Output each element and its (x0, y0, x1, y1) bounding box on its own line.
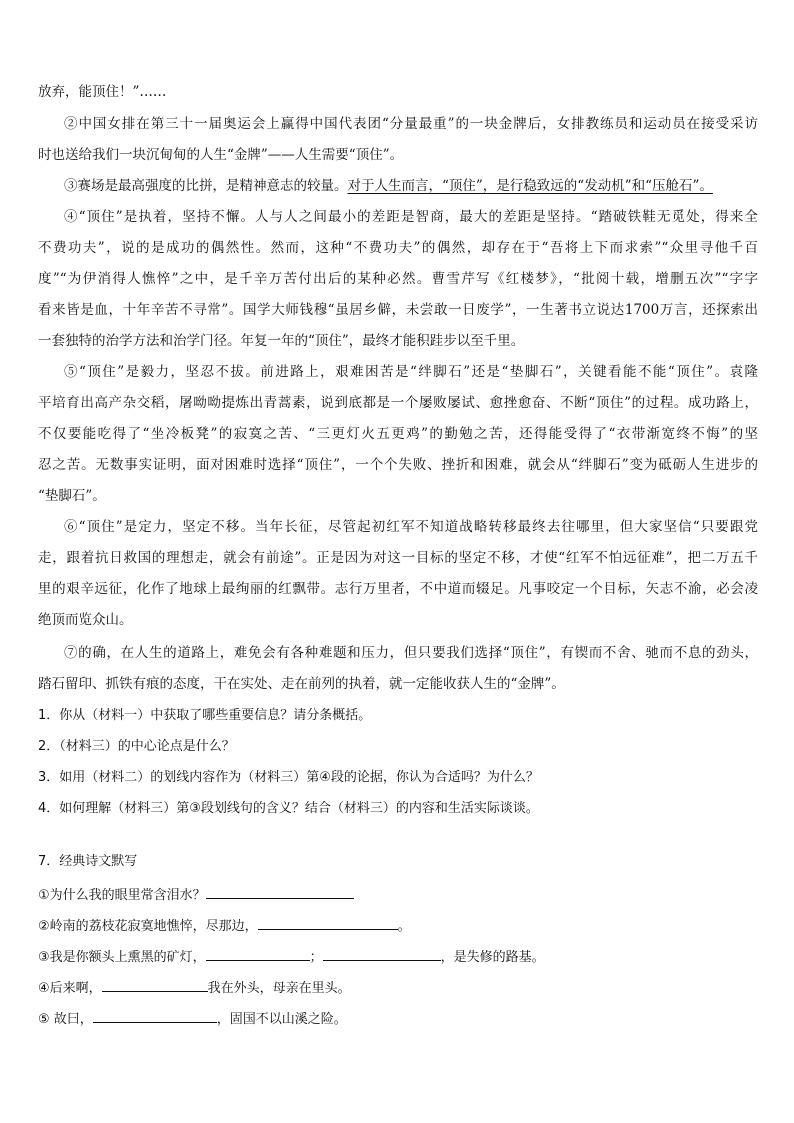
para-6-line-1: ⑥“顶住”是定力，坚定不移。当年长征，尽管起初红军不知道战略转移最终去往哪里，但大家坚信“只要跟党 (64, 519, 758, 535)
para-3 (64, 177, 784, 195)
recitation-4-prompt: ④后来啊， (38, 981, 102, 996)
recitation-5-prompt: ⑤ 故曰， (38, 1012, 93, 1027)
recitation-3-prompt: ③我是你额头上熏黑的矿灯， (38, 950, 206, 965)
recitation-1 (38, 884, 758, 905)
answer-blank-1[interactable] (206, 884, 354, 899)
para-4-line-3: 度”“为伊消得人憔悴”之中，是千辛万苦付出后的某种必然。曹雪芹写《红楼梦》，“批阅十载，增删五次”“字字 (38, 271, 758, 287)
para-4-line-2: 不费功夫”，说的是成功的偶然性。然而，这种“不费功夫”的偶然，却存在于“吾将上下而求索”“众里寻他千百 (38, 240, 758, 256)
para-4-line-1: ④“顶住”是执着，坚持不懈。人与人之间最小的差距是智商，最大的差距是坚持。“踏破铁鞋无觅处，得来全 (64, 209, 758, 225)
para-6-line-3: 里的艰辛远征，化作了地球上最绚丽的红飘带。志行万里者，不中道而辍足。凡事咬定一个目标，矢志不渝，必会凌 (38, 581, 758, 597)
question-2: 2．（材料三）的中心论点是什么？ (38, 739, 235, 754)
recitation-3-mid: ； (309, 950, 323, 965)
para-5-line-5: “垫脚石”。 (38, 488, 106, 504)
answer-blank-5[interactable] (93, 1008, 217, 1023)
recitation-4 (38, 977, 758, 998)
question-3: 3．如用（材料二）的划线内容作为（材料三）第④段的论据，你认为合适吗？为什么？ (38, 770, 539, 785)
para-5-line-4: 忍之苦。无数事实证明，面对困难时选择“顶住”，一个个失败、挫折和困难，就会从“绊脚石”变为砥砺人生进步的 (38, 457, 758, 473)
section-7-title: 7．经典诗文默写 (38, 854, 138, 869)
para-6-line-2: 走，跟着抗日救国的理想走，就会有前途”。正是因为对这一目标的坚定不移，才使“红军不怕远征难”，把二万五千 (38, 550, 758, 566)
para-3-text: ③赛场是最高强度的比拼，是精神意志的较量。 (64, 178, 348, 194)
recitation-2 (38, 915, 758, 936)
para-4-line-4: 看来皆是血，十年辛苦不寻常”。国学大师钱穆“虽居乡僻，未尝敢一日废学”，一生著书立说达1700万言，还探索出 (38, 302, 758, 318)
recitation-5 (38, 1008, 758, 1029)
recitation-2-end: 。 (397, 919, 411, 934)
answer-blank-3a[interactable] (206, 946, 310, 961)
para-4-line-5: 一套独特的治学方法和治学门径。年复一年的“顶住”，最终才能积跬步以至千里。 (38, 333, 525, 349)
answer-blank-2[interactable] (258, 915, 398, 930)
recitation-2-prompt: ②岭南的荔枝花寂寞地憔悴，尽那边， (38, 919, 258, 934)
question-4: 4．如何理解（材料三）第③段划线句的含义？结合（材料三）的内容和生活实际谈谈。 (38, 801, 539, 816)
recitation-1-prompt: ①为什么我的眼里常含泪水？ (38, 888, 206, 903)
para-3-underlined-sentence: 对于人生而言，“顶住”，是行稳致远的“发动机”和“压舱石”。 (347, 178, 713, 194)
para-2-line-2: 时也送给我们一块沉甸甸的人生“金牌”——人生需要“顶住”。 (38, 147, 404, 163)
recitation-4-end: 我在外头，母亲在里头。 (207, 981, 351, 996)
recitation-5-end: ，固国不以山溪之险。 (216, 1012, 347, 1027)
para-5-line-1: ⑤“顶住”是毅力，坚忍不拔。前进路上，艰难困苦是“绊脚石”还是“垫脚石”，关键看能不能“顶住”。袁隆 (64, 364, 758, 380)
para-1-end: 放弃，能顶住！”…… (38, 84, 167, 100)
answer-blank-3b[interactable] (323, 946, 441, 961)
recitation-3-end: ，是失修的路基。 (440, 950, 545, 965)
recitation-3 (38, 946, 758, 967)
para-7-line-2: 踏石留印、抓铁有痕的态度，干在实处、走在前列的执着，就一定能收获人生的“金牌”。 (38, 676, 565, 692)
para-2-line-1: ②中国女排在第三十一届奥运会上赢得中国代表团“分量最重”的一块金牌后，女排教练员和运动员在接受采访 (64, 116, 758, 132)
para-5-line-3: 不仅要能吃得了“坐冷板凳”的寂寞之苦、“三更灯火五更鸡”的勤勉之苦，还得能受得了“衣带渐宽终不悔”的坚 (38, 426, 758, 442)
question-1: 1．你从（材料一）中获取了哪些重要信息？请分条概括。 (38, 708, 372, 723)
answer-blank-4[interactable] (102, 977, 208, 992)
para-7-line-1: ⑦的确，在人生的道路上，难免会有各种难题和压力，但只要我们选择“顶住”，有锲而不舍、驰而不息的劲头， (64, 645, 758, 661)
para-6-line-4: 绝顶而览众山。 (38, 612, 133, 628)
para-5-line-2: 平培育出高产杂交稻，屠呦呦提炼出青蒿素，说到底都是一个屡败屡试、愈挫愈奋、不断“顶住”的过程。成功路上， (38, 395, 758, 411)
